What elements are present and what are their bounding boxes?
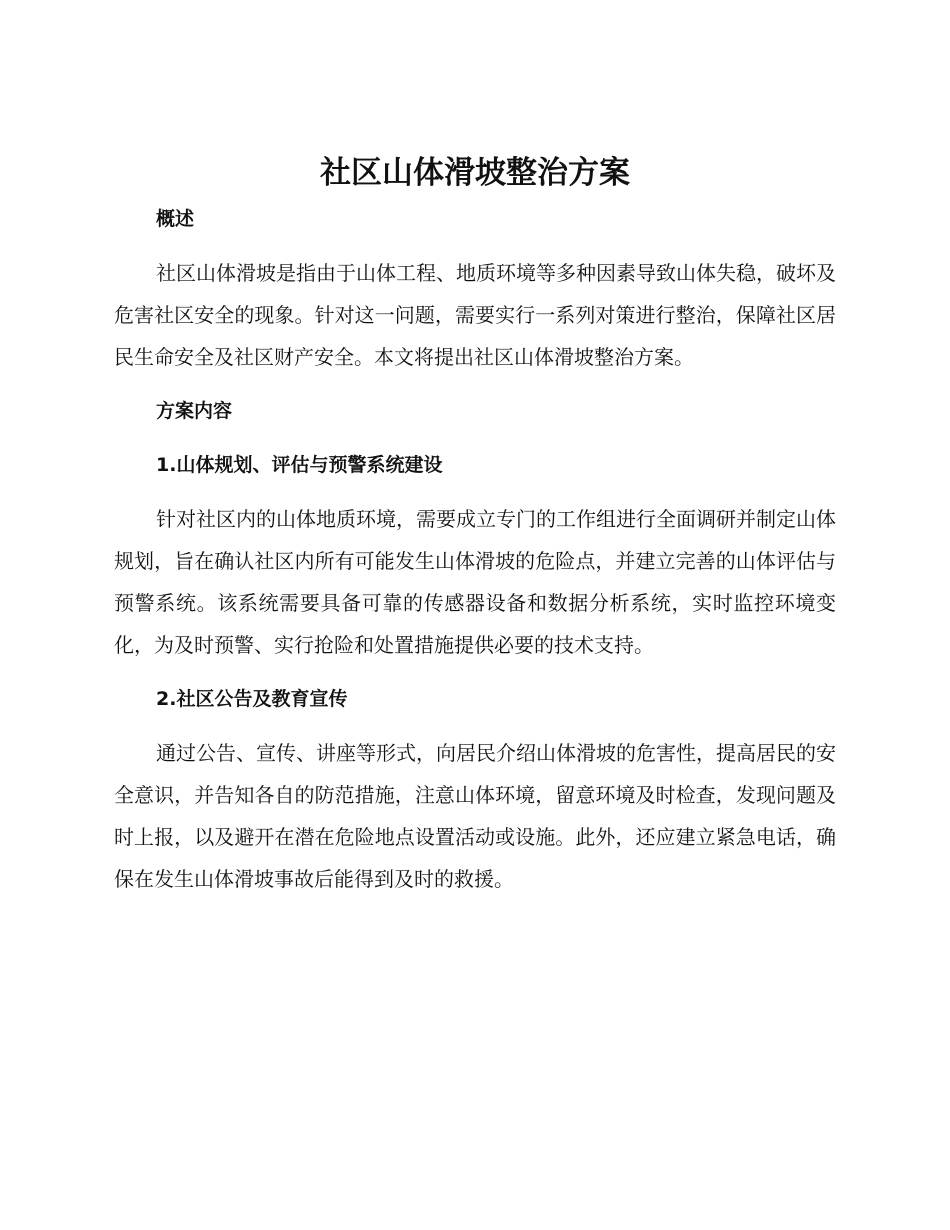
education-paragraph: 通过公告、宣传、讲座等形式，向居民介绍山体滑坡的危害性，提高居民的安全意识，并告知各自的防范措施，注意山体环境，留意环境及时检查，发现问题及时上报，以及避开在潜在危险地点设置活动或设施。此外，还应建立紧急电话，确保在发生山体滑坡事故后能得到及时的救援。 (114, 741, 836, 891)
overview-paragraph: 社区山体滑坡是指由于山体工程、地质环境等多种因素导致山体失稳，破坏及危害社区安全的现象。针对这一问题，需要实行一系列对策进行整治，保障社区居民生命安全及社区财产安全。本文将提出社区山体滑坡整治方案。 (114, 261, 836, 369)
section-heading-plan-content: 方案内容 (156, 400, 233, 422)
section-heading-overview: 概述 (156, 208, 195, 230)
section-heading-planning-warning: 1.山体规划、评估与预警系统建设 (156, 454, 443, 476)
document-body (114, 198, 836, 900)
document-title: 社区山体滑坡整治方案 (320, 155, 630, 191)
planning-warning-paragraph: 针对社区内的山体地质环境，需要成立专门的工作组进行全面调研并制定山体规划，旨在确认社区内所有可能发生山体滑坡的危险点，并建立完善的山体评估与预警系统。该系统需要具备可靠的传感器设备和数据分析系统，实时监控环境变化，为及时预警、实行抢险和处置措施提供必要的技术支持。 (114, 507, 836, 657)
section-heading-education: 2.社区公告及教育宣传 (156, 688, 348, 710)
